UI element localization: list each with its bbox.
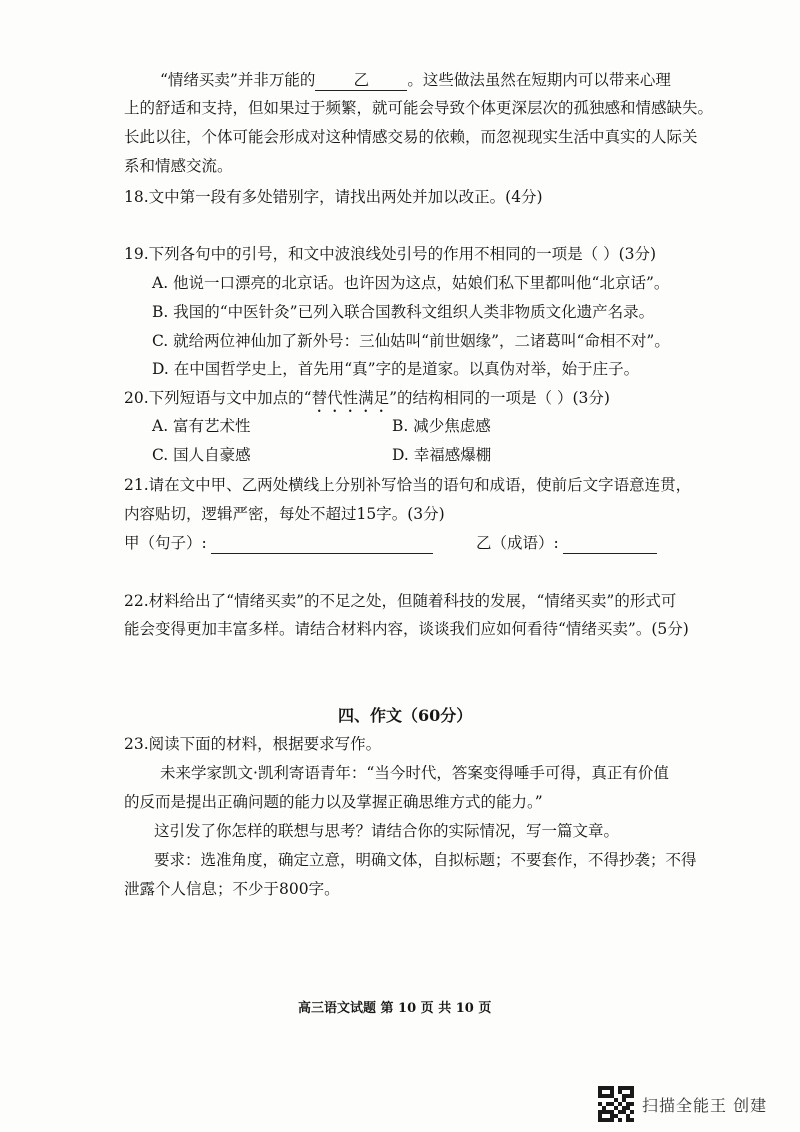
- blank-yi-label: 乙: [353, 71, 370, 89]
- passage-line-4: 系和情感交流。: [124, 157, 233, 175]
- q23-material-line-2: 的反而是提出正确问题的能力以及掌握正确思维方式的能力。”: [124, 793, 543, 811]
- question-19-option-c: C. 就给两位神仙加了新外号：三仙姑叫“前世姻缘”，二诸葛叫“命相不对”。: [152, 332, 670, 350]
- question-21-line-2: 内容贴切，逻辑严密，每处不超过15字。(3分): [124, 505, 445, 523]
- q23-requirements-line-2: 泄露个人信息；不少于800字。: [124, 880, 340, 898]
- page-footer: 高三语文试题 第 10 页 共 10 页: [298, 1001, 492, 1016]
- jia-answer-line[interactable]: [211, 533, 433, 554]
- question-20-stem: [124, 388, 610, 416]
- question-20-option-c: C. 国人自豪感: [152, 446, 251, 464]
- q23-requirements-line-1: 要求：选准角度，确定立意，明确文体，自拟标题；不要套作，不得抄袭；不得: [154, 851, 697, 869]
- question-20-option-d: D. 幸福感爆棚: [392, 446, 492, 464]
- q23-material-line-1: 未来学家凯文·凯利寄语青年：“当今时代，答案变得唾手可得，真正有价值: [160, 764, 669, 782]
- passage-line-2: 上的舒适和支持，但如果过于频繁，就可能会导致个体更深层次的孤独感和情感缺失。: [124, 99, 714, 117]
- question-18: 18.文中第一段有多处错别字，请找出两处并加以改正。(4分): [124, 188, 543, 206]
- question-21-line-1: 21.请在文中甲、乙两处横线上分别补写恰当的语句和成语，使前后文字语意连贯，: [124, 476, 692, 494]
- question-23-stem: 23.阅读下面的材料，根据要求写作。: [124, 735, 382, 753]
- q20-stem-before: 20.下列短语与文中加点的“: [124, 389, 312, 407]
- question-22-line-1: 22.材料给出了“情绪买卖”的不足之处，但随着科技的发展，“情绪买卖”的形式可: [124, 592, 677, 610]
- question-19-option-b: B. 我国的“中医针灸”已列入联合国教科文组织人类非物质文化遗产名录。: [152, 303, 655, 321]
- passage-line-1-before: “情绪买卖”并非万能的: [160, 71, 316, 89]
- yi-label: 乙（成语）:: [476, 534, 559, 552]
- qr-code-icon: [598, 1086, 634, 1122]
- question-20-option-a: A. 富有艺术性: [152, 417, 251, 435]
- section-4-heading: 四、作文（60分）: [338, 706, 473, 725]
- question-19-option-a: A. 他说一口漂亮的北京话。也许因为这点，姑娘们私下里都叫他“北京话”。: [152, 274, 670, 292]
- qr-module: [630, 1118, 634, 1122]
- yi-answer-line[interactable]: [563, 533, 657, 554]
- q20-dotted-phrase: 替代性满足: [311, 389, 390, 407]
- q20-stem-after: ”的结构相同的一项是（ ）(3分): [389, 389, 610, 407]
- question-19-option-d: D. 在中国哲学史上，首先用“真”字的是道家。以真伪对举，始于庄子。: [152, 360, 640, 378]
- jia-label: 甲（句子）:: [124, 534, 207, 552]
- passage-line-1-after: 。这些做法虽然在短期内可以带来心理: [407, 71, 671, 89]
- passage-line-3: 长此以往，个体可能会形成对这种情感交易的依赖，而忽视现实生活中真实的人际关: [124, 128, 698, 146]
- scanner-watermark: [598, 1086, 767, 1122]
- question-21-answer-row: [124, 533, 433, 554]
- passage-line-1: [160, 70, 671, 91]
- question-20-option-b: B. 减少焦虑感: [392, 417, 491, 435]
- q23-prompt: 这引发了你怎样的联想与思考？请结合你的实际情况，写一篇文章。: [154, 822, 620, 840]
- scanner-watermark-text: 扫描全能王 创建: [642, 1095, 768, 1115]
- question-19-stem: 19.下列各句中的引号，和文中波浪线处引号的作用不相同的一项是（ ）(3分): [124, 245, 657, 263]
- question-21-yi-row: [476, 533, 657, 554]
- blank-yi: [315, 70, 407, 91]
- question-22-line-2: 能会变得更加丰富多样。请结合材料内容，谈谈我们应如何看待“情绪买卖”。(5分): [124, 620, 689, 638]
